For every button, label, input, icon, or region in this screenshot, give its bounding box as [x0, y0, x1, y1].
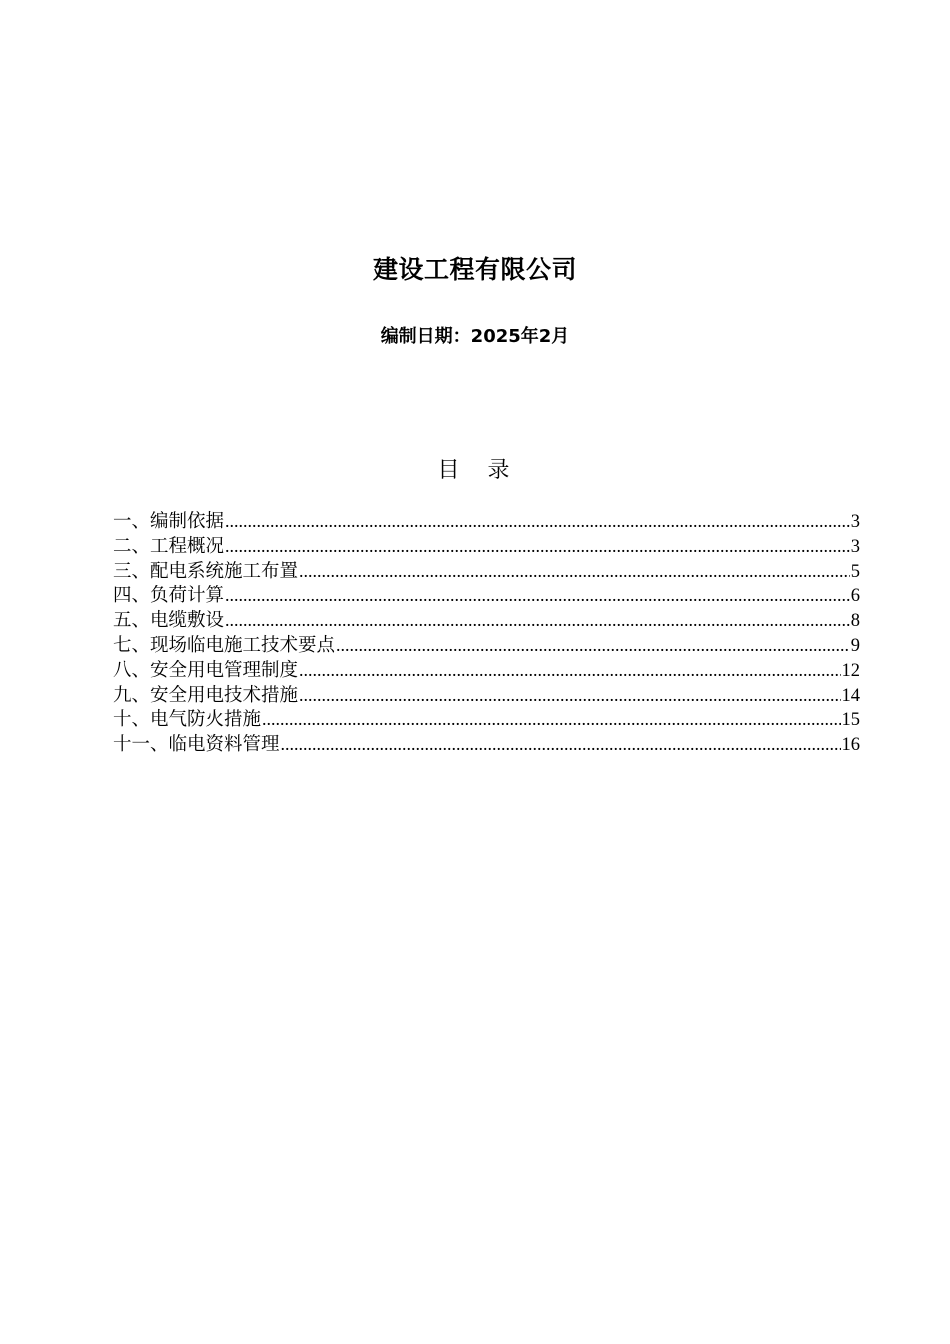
toc-entry-label: 七、现场临电施工技术要点 [113, 634, 336, 656]
toc-entry[interactable] [113, 509, 860, 534]
toc-entry[interactable] [113, 559, 860, 584]
toc-leader-dots [225, 509, 850, 534]
toc-entry-page: 6 [850, 586, 860, 607]
toc-entry[interactable] [113, 608, 860, 633]
toc-entry-label: 八、安全用电管理制度 [113, 659, 299, 681]
toc-leader-dots [336, 633, 850, 658]
toc-entry-page: 15 [841, 710, 860, 731]
toc-leader-dots [225, 608, 850, 633]
company-name: 建设工程有限公司 [372, 255, 577, 284]
toc-entry[interactable] [113, 583, 860, 608]
toc-entry-label: 十一、临电资料管理 [113, 734, 280, 756]
toc-entry-page: 9 [850, 635, 860, 656]
toc-entry-label: 十、电气防火措施 [113, 709, 262, 731]
toc-entry-page: 12 [841, 660, 860, 681]
toc-entry[interactable] [113, 707, 860, 732]
toc-entry-page: 5 [850, 561, 860, 582]
toc-entry-page: 16 [841, 735, 860, 756]
toc-entry[interactable] [113, 534, 860, 559]
toc-leader-dots [225, 583, 850, 608]
toc-entry-label: 二、工程概况 [113, 535, 225, 557]
toc-leader-dots [262, 707, 840, 732]
toc-entry-label: 五、电缆敷设 [113, 610, 225, 632]
toc-leader-dots [281, 732, 841, 757]
toc-leader-dots [299, 683, 840, 708]
toc-entry-page: 3 [850, 512, 860, 532]
table-of-contents [113, 509, 860, 757]
toc-leader-dots [225, 534, 850, 559]
toc-entry-label: 一、编制依据 [113, 511, 225, 532]
toc-title: 目录 [437, 458, 538, 483]
compile-date: 编制日期：2025年2月 [380, 326, 570, 347]
toc-entry-label: 三、配电系统施工布置 [113, 560, 299, 582]
toc-entry-label: 九、安全用电技术措施 [113, 684, 299, 706]
toc-entry[interactable] [113, 658, 860, 683]
toc-entry-page: 14 [841, 685, 860, 706]
toc-leader-dots [299, 559, 850, 584]
toc-entry-label: 四、负荷计算 [113, 585, 225, 607]
toc-entry[interactable] [113, 683, 860, 708]
toc-entry-page: 3 [850, 536, 860, 557]
toc-entry-page: 8 [850, 611, 860, 632]
toc-leader-dots [299, 658, 840, 683]
toc-entry[interactable] [113, 732, 860, 757]
toc-entry[interactable] [113, 633, 860, 658]
